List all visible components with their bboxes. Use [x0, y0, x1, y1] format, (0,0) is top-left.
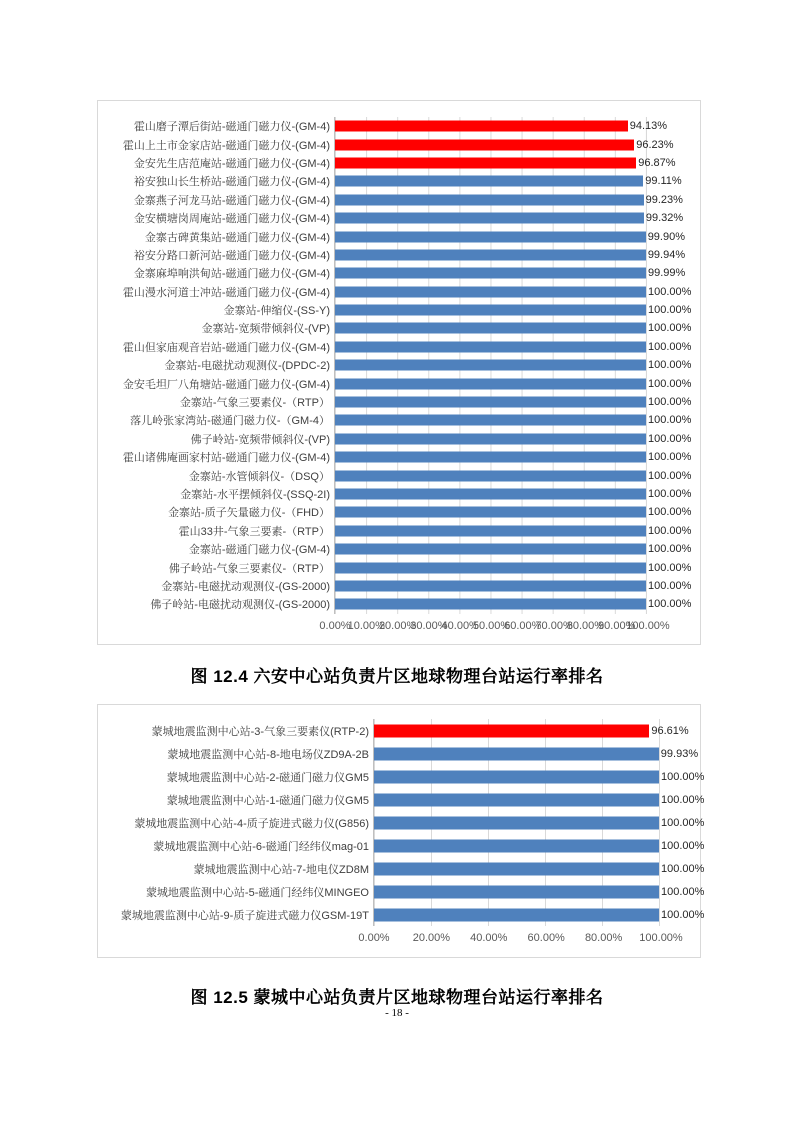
chart-caption-luan: 图 12.4 六安中心站负责片区地球物理台站运行率排名 — [190, 667, 604, 686]
bar — [335, 194, 644, 205]
value-label: 100.00% — [661, 793, 705, 806]
bar — [335, 249, 646, 260]
bar-track — [334, 503, 692, 521]
value-label: 100.00% — [648, 432, 692, 445]
value-label: 99.93% — [660, 747, 699, 760]
x-tick-label: 80.00% — [566, 619, 605, 632]
bar-row — [98, 857, 705, 880]
bar-track — [373, 742, 699, 765]
category-label: 金寨麻埠响洪甸站-磁通门磁力仪-(GM-4) — [133, 268, 330, 281]
x-tick-label: 40.00% — [441, 619, 479, 632]
value-label: 100.00% — [648, 579, 692, 592]
bar-track — [334, 595, 692, 613]
bar — [335, 562, 646, 573]
bar — [335, 507, 646, 518]
bar-track — [334, 430, 692, 448]
category-label: 金寨站-水管倾斜仪-（DSQ） — [188, 470, 330, 483]
bar-track — [373, 765, 705, 788]
bar-row — [98, 135, 700, 153]
bar — [374, 816, 659, 829]
bar — [335, 452, 646, 463]
value-label: 100.00% — [661, 885, 705, 898]
bar-row — [98, 880, 705, 903]
x-tick-label: 20.00% — [378, 619, 417, 632]
value-label: 100.00% — [648, 359, 692, 372]
bar — [335, 268, 646, 279]
bar-track — [373, 811, 705, 834]
bar-track — [334, 448, 692, 466]
value-label: 96.87% — [638, 156, 676, 169]
bar-row — [98, 430, 700, 448]
bar — [335, 213, 644, 224]
category-label: 蒙城地震监测中心站-2-磁通门磁力仪GM5 — [166, 771, 369, 784]
x-tick-label: 60.00% — [504, 619, 542, 632]
category-label: 金寨站-电磁扰动观测仪-(GS-2000) — [161, 580, 330, 593]
category-label: 蒙城地震监测中心站-9-质子旋进式磁力仪GSM-19T — [120, 909, 369, 922]
value-label: 96.23% — [636, 138, 674, 151]
bar-track — [334, 558, 692, 576]
value-label: 100.00% — [648, 340, 692, 353]
bar-track — [373, 880, 705, 903]
bar — [335, 544, 646, 555]
value-label: 100.00% — [648, 543, 692, 556]
bar — [335, 139, 634, 150]
bar-track — [334, 466, 692, 484]
x-tick-label: 50.00% — [472, 619, 511, 632]
x-tick-label: 30.00% — [410, 619, 448, 632]
value-label: 99.11% — [645, 175, 682, 188]
value-label: 100.00% — [648, 598, 692, 611]
bar — [335, 157, 636, 168]
bar — [335, 489, 646, 500]
category-label: 蒙城地震监测中心站-5-磁通门经纬仪MINGEO — [145, 886, 369, 899]
category-label: 金寨站-质子矢量磁力仪-（FHD） — [168, 507, 330, 520]
value-label: 100.00% — [648, 304, 692, 317]
bar-row — [98, 411, 700, 429]
bar-row — [98, 765, 705, 788]
x-axis — [358, 932, 683, 946]
bar-track — [334, 264, 686, 282]
bar — [335, 525, 646, 536]
x-tick-label: 80.00% — [584, 932, 623, 944]
category-label: 霍山漫水河道士冲站-磁通门磁力仪-(GM-4) — [122, 286, 330, 299]
bar-row — [98, 209, 700, 227]
x-tick-label: 60.00% — [527, 932, 565, 944]
x-tick-label: 20.00% — [412, 932, 451, 944]
bar-row — [98, 393, 700, 411]
bar-track — [334, 135, 674, 153]
bar — [335, 599, 646, 610]
category-label: 落儿岭张家湾站-磁通门磁力仪-（GM-4） — [130, 415, 330, 428]
bar-track — [334, 227, 685, 245]
bar-row — [98, 448, 700, 466]
bar-track — [334, 301, 692, 319]
bar-track — [334, 356, 692, 374]
category-label: 金寨站-电磁扰动观测仪-(DPDC-2) — [164, 360, 330, 373]
value-label: 99.99% — [647, 267, 686, 280]
bar — [335, 360, 646, 371]
bar-track — [334, 191, 683, 209]
bar-row — [98, 466, 700, 484]
category-label: 霍山但家庙观音岩站-磁通门磁力仪-(GM-4) — [122, 341, 330, 354]
bar-track — [334, 411, 692, 429]
x-tick-label: 10.00% — [347, 619, 385, 632]
bar-row — [98, 117, 700, 135]
bar-row — [98, 577, 700, 595]
bar-row — [98, 503, 700, 521]
page-number: - 18 - — [385, 1007, 409, 1019]
category-label: 佛子岭站-电磁扰动观测仪-(GS-2000) — [150, 599, 330, 612]
bar-row — [98, 595, 700, 613]
bar-track — [334, 209, 684, 227]
bar — [335, 323, 646, 334]
bar — [374, 839, 659, 852]
category-label: 金寨站-水平摆倾斜仪-(SSQ-2I) — [180, 489, 330, 501]
bar-row — [98, 356, 700, 374]
category-label: 蒙城地震监测中心站-6-磁通门经纬仪mag-01 — [153, 840, 369, 853]
value-label: 100.00% — [648, 396, 692, 409]
bar — [335, 397, 646, 408]
value-label: 100.00% — [648, 451, 692, 464]
bar-row — [98, 788, 705, 811]
bar-row — [98, 719, 700, 742]
bar-track — [334, 393, 692, 411]
category-label: 金寨站-气象三要素仪-（RTP） — [179, 397, 330, 410]
x-tick-label: 40.00% — [470, 932, 508, 944]
value-label: 100.00% — [648, 469, 692, 482]
bar-rows — [98, 719, 705, 926]
bar-row — [98, 227, 700, 245]
bar-row — [98, 283, 700, 301]
bar-track — [334, 283, 692, 301]
value-label: 100.00% — [661, 816, 705, 829]
bar-track — [334, 117, 668, 135]
value-label: 99.32% — [645, 212, 684, 225]
category-label: 霍山磨子潭后街站-磁通门磁力仪-(GM-4) — [133, 121, 330, 134]
value-label: 100.00% — [661, 770, 705, 783]
bar — [335, 341, 646, 352]
category-label: 佛子岭站-气象三要素仪-（RTP） — [168, 562, 330, 575]
bar-row — [98, 172, 700, 190]
category-label: 金安毛坦厂八角塘站-磁通门磁力仪-(GM-4) — [122, 378, 330, 391]
value-label: 99.90% — [647, 230, 685, 243]
category-label: 金安先生店范庵站-磁通门磁力仪-(GM-4) — [133, 157, 330, 170]
bar-row — [98, 246, 700, 264]
value-label: 100.00% — [661, 862, 705, 875]
value-label: 99.94% — [647, 248, 686, 261]
bar — [335, 231, 646, 242]
bar-row — [98, 522, 700, 540]
value-label: 94.13% — [629, 120, 668, 133]
value-label: 100.00% — [648, 322, 692, 335]
bar — [335, 415, 646, 426]
x-axis — [319, 619, 670, 634]
category-label: 霍山33井-气象三要素-（RTP） — [178, 525, 330, 538]
bar-track — [334, 172, 682, 190]
value-label: 100.00% — [648, 561, 692, 574]
category-label: 霍山上土市金家店站-磁通门磁力仪-(GM-4) — [122, 139, 330, 152]
bar-track — [373, 857, 705, 880]
bar-track — [334, 540, 692, 558]
bar — [335, 176, 643, 187]
value-label: 99.23% — [645, 193, 683, 206]
bar — [335, 286, 646, 297]
category-label: 金寨站-宽频带倾斜仪-(VP) — [201, 323, 330, 336]
value-label: 100.00% — [661, 839, 705, 852]
category-label: 金寨古碑黄集站-磁通门磁力仪-(GM-4) — [144, 231, 330, 244]
bar-row — [98, 319, 700, 337]
x-tick-label: 0.00% — [319, 619, 351, 632]
value-label: 100.00% — [648, 524, 692, 537]
category-label: 蒙城地震监测中心站-8-地电场仪ZD9A-2B — [167, 748, 369, 761]
chart-luan-station-ranking — [97, 100, 701, 645]
chart-caption-mengcheng: 图 12.5 蒙城中心站负责片区地球物理台站运行率排名 — [190, 988, 604, 1007]
category-label: 裕安独山长生桥站-磁通门磁力仪-(GM-4) — [133, 176, 330, 189]
bar-row — [98, 485, 700, 503]
value-label: 100.00% — [648, 506, 692, 519]
bar-track — [334, 338, 692, 356]
bar — [335, 580, 646, 591]
bar-row — [98, 301, 700, 319]
bar-track — [373, 788, 705, 811]
bar-track — [373, 903, 705, 926]
category-label: 金寨站-伸缩仪-(SS-Y) — [223, 305, 330, 318]
bar — [374, 770, 659, 783]
category-label: 佛子岭站-宽频带倾斜仪-(VP) — [190, 433, 330, 446]
bar — [335, 378, 646, 389]
bar — [335, 121, 628, 132]
bar-track — [334, 154, 676, 172]
bar-row — [98, 540, 700, 558]
x-tick-label: 0.00% — [358, 932, 390, 944]
bar-row — [98, 811, 705, 834]
category-label: 蒙城地震监测中心站-4-质子旋进式磁力仪(G856) — [134, 817, 369, 830]
category-label: 霍山诸佛庵画家村站-磁通门磁力仪-(GM-4) — [122, 452, 330, 465]
bar-track — [334, 319, 692, 337]
bar — [335, 470, 646, 481]
bar-track — [373, 719, 689, 742]
bar-row — [98, 154, 700, 172]
bar — [374, 862, 659, 875]
chart-mengcheng-station-ranking — [97, 704, 705, 958]
bar-row — [98, 374, 700, 392]
bar — [374, 724, 649, 737]
category-label: 蒙城地震监测中心站-1-磁通门磁力仪GM5 — [166, 794, 369, 807]
category-label: 裕安分路口新河站-磁通门磁力仪-(GM-4) — [133, 249, 330, 262]
x-tick-label: 100.00% — [639, 932, 683, 944]
category-label: 蒙城地震监测中心站-3-气象三要素仪(RTP-2) — [151, 725, 369, 738]
value-label: 100.00% — [661, 908, 705, 921]
bar-track — [373, 834, 705, 857]
category-label: 金寨站-磁通门磁力仪-(GM-4) — [188, 544, 330, 557]
bar — [374, 747, 659, 760]
value-label: 96.61% — [651, 724, 689, 737]
bar-track — [334, 485, 692, 503]
bar-row — [98, 338, 700, 356]
bar-row — [98, 191, 700, 209]
bar-row — [98, 834, 705, 857]
x-tick-label: 90.00% — [598, 619, 636, 632]
bar — [374, 908, 659, 921]
category-label: 蒙城地震监测中心站-7-地电仪ZD8M — [193, 863, 369, 876]
bar-row — [98, 558, 700, 576]
x-tick-label: 100.00% — [626, 619, 670, 632]
bar — [374, 885, 659, 898]
bar — [335, 433, 646, 444]
value-label: 100.00% — [648, 414, 692, 427]
value-label: 100.00% — [648, 488, 692, 500]
bar-track — [334, 522, 692, 540]
bar-track — [334, 374, 692, 392]
bar-track — [334, 246, 686, 264]
bar-row — [98, 264, 700, 282]
category-label: 金寨燕子河龙马站-磁通门磁力仪-(GM-4) — [133, 194, 330, 207]
bar-row — [98, 742, 700, 765]
value-label: 100.00% — [648, 285, 692, 298]
bar — [335, 305, 646, 316]
bar-track — [334, 577, 692, 595]
category-label: 金安横塘岗周庵站-磁通门磁力仪-(GM-4) — [133, 213, 330, 226]
x-tick-label: 70.00% — [535, 619, 573, 632]
value-label: 100.00% — [648, 377, 692, 390]
bar — [374, 793, 659, 806]
bar-row — [98, 903, 705, 926]
bar-rows — [98, 117, 700, 614]
